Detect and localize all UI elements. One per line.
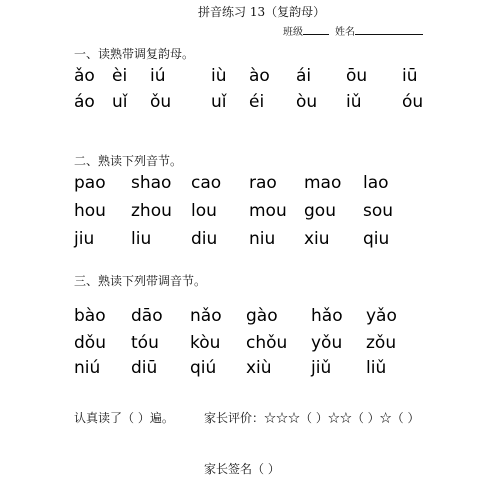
- pinyin-syllable: tóu: [131, 333, 159, 353]
- pinyin-syllable: qiu: [363, 229, 390, 249]
- pinyin-syllable: yǎo: [366, 306, 397, 326]
- pinyin-syllable: iù: [211, 66, 227, 86]
- section-1-heading: 一、读熟带调复韵母。: [74, 47, 195, 61]
- pinyin-syllable: iǔ: [346, 92, 362, 112]
- pinyin-syllable: bào: [74, 306, 106, 326]
- pinyin-syllable: xiu: [304, 229, 330, 249]
- pinyin-syllable: kòu: [190, 333, 221, 353]
- pinyin-syllable: ōu: [346, 66, 368, 86]
- pinyin-syllable: qiú: [190, 358, 217, 378]
- pinyin-syllable: mao: [304, 173, 342, 193]
- pinyin-syllable: ǒu: [150, 92, 172, 112]
- pinyin-syllable: niu: [249, 229, 276, 249]
- pinyin-syllable: sou: [363, 201, 394, 221]
- pinyin-syllable: hou: [74, 201, 106, 221]
- section-3-heading: 三、熟读下列带调音节。: [74, 274, 207, 288]
- pinyin-syllable: ái: [296, 66, 312, 86]
- pinyin-syllable: yǒu: [311, 333, 343, 353]
- pinyin-syllable: pao: [74, 173, 106, 193]
- pinyin-syllable: iū: [402, 66, 418, 86]
- pinyin-syllable: òu: [296, 92, 318, 112]
- name-blank: [355, 24, 423, 35]
- pinyin-syllable: óu: [402, 92, 424, 112]
- pinyin-syllable: ào: [249, 66, 270, 86]
- pinyin-syllable: lao: [363, 173, 389, 193]
- pinyin-syllable: nǎo: [190, 306, 222, 326]
- section-2-heading: 二、熟读下列音节。: [74, 154, 183, 168]
- pinyin-syllable: chǒu: [246, 333, 288, 353]
- pinyin-syllable: iú: [150, 66, 166, 86]
- pinyin-syllable: mou: [249, 201, 287, 221]
- pinyin-syllable: rao: [249, 173, 277, 193]
- pinyin-syllable: xiù: [246, 358, 272, 378]
- read-count-line: 认真读了（ ）遍。: [74, 411, 174, 425]
- worksheet-title: 拼音练习 13（复韵母）: [198, 5, 326, 19]
- class-name-line: [283, 23, 423, 38]
- pinyin-syllable: shao: [131, 173, 172, 193]
- pinyin-syllable: èi: [112, 66, 128, 86]
- pinyin-syllable: uǐ: [112, 92, 128, 112]
- pinyin-syllable: lou: [191, 201, 217, 221]
- pinyin-syllable: gou: [304, 201, 336, 221]
- name-label: 姓名: [335, 27, 355, 38]
- pinyin-syllable: jiǔ: [311, 358, 332, 378]
- pinyin-syllable: éi: [249, 92, 265, 112]
- pinyin-syllable: gào: [246, 306, 278, 326]
- class-label: 班级: [283, 27, 303, 38]
- pinyin-syllable: zhou: [131, 201, 172, 221]
- pinyin-syllable: liu: [131, 229, 152, 249]
- pinyin-syllable: hǎo: [311, 306, 343, 326]
- class-blank: [303, 24, 329, 35]
- pinyin-syllable: áo: [74, 92, 95, 112]
- pinyin-syllable: diu: [191, 229, 218, 249]
- pinyin-syllable: niú: [74, 358, 101, 378]
- pinyin-syllable: liǔ: [366, 358, 387, 378]
- pinyin-syllable: cao: [191, 173, 222, 193]
- parent-evaluation-line: 家长评价：☆☆☆（ ）☆☆（ ）☆（ ）: [204, 411, 420, 425]
- pinyin-syllable: uǐ: [211, 92, 227, 112]
- pinyin-syllable: dǒu: [74, 333, 106, 353]
- pinyin-syllable: diū: [131, 358, 158, 378]
- pinyin-syllable: dāo: [131, 306, 163, 326]
- pinyin-syllable: jiu: [74, 229, 95, 249]
- pinyin-syllable: ǎo: [74, 66, 95, 86]
- parent-signature-line: 家长签名（ ）: [204, 462, 280, 476]
- pinyin-syllable: zǒu: [366, 333, 397, 353]
